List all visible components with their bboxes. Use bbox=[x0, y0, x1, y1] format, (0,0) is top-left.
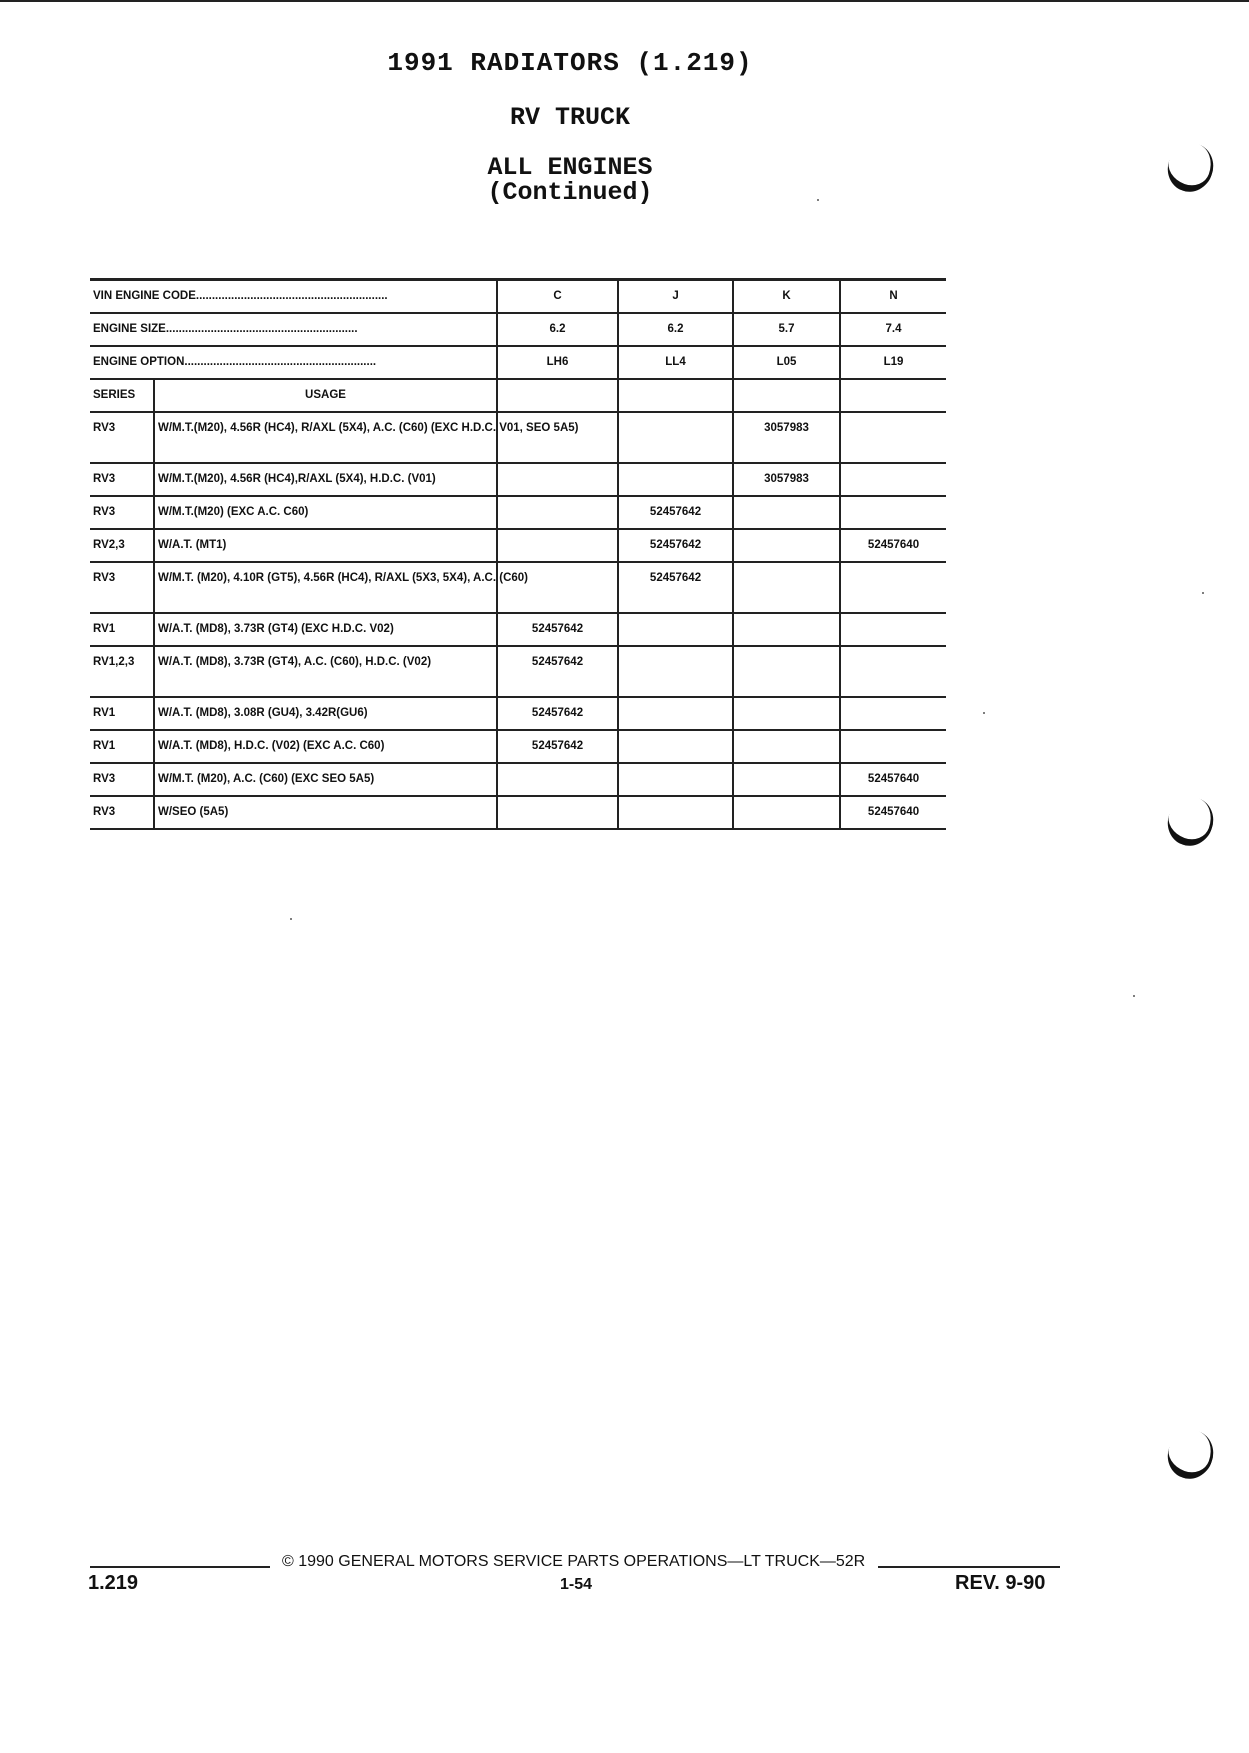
part-number-cell-c: 52457642 bbox=[497, 697, 618, 730]
part-number-cell-j bbox=[618, 697, 733, 730]
part-number-cell-k bbox=[733, 796, 840, 829]
leader-dots: ............................................................ bbox=[184, 356, 377, 368]
usage-cell: W/M.T. (M20), A.C. (C60) (EXC SEO 5A5) bbox=[154, 763, 497, 796]
engine-header-value: C bbox=[497, 280, 618, 314]
part-number-cell-c bbox=[497, 529, 618, 562]
usage-cell: W/M.T.(M20), 4.56R (HC4),R/AXL (5X4), H.D.C. (V01) bbox=[154, 463, 497, 496]
part-number-cell-j: 52457642 bbox=[618, 496, 733, 529]
table-row bbox=[90, 646, 946, 697]
part-number-cell-j bbox=[618, 463, 733, 496]
usage-cell: W/A.T. (MD8), 3.08R (GU4), 3.42R(GU6) bbox=[154, 697, 497, 730]
binder-hole-mark-middle bbox=[1161, 791, 1220, 852]
footer-rule-right bbox=[878, 1566, 1060, 1568]
page-title: 1991 RADIATORS (1.219) bbox=[387, 48, 753, 78]
table-row bbox=[90, 697, 946, 730]
part-number-cell-j bbox=[618, 796, 733, 829]
section-number: 1.219 bbox=[88, 1572, 139, 1594]
series-cell: RV1,2,3 bbox=[90, 646, 154, 697]
engine-header-value: LH6 bbox=[497, 346, 618, 379]
part-number-cell-n bbox=[840, 562, 946, 613]
usage-cell: W/M.T.(M20), 4.56R (HC4), R/AXL (5X4), A.C. (C60) (EXC H.D.C. V01, SEO 5A5) bbox=[154, 412, 497, 463]
part-number-cell-j: 52457642 bbox=[618, 562, 733, 613]
part-number-cell-j bbox=[618, 412, 733, 463]
part-number-cell-k bbox=[733, 496, 840, 529]
part-number-cell-c bbox=[497, 796, 618, 829]
engine-header-value: 5.7 bbox=[733, 313, 840, 346]
binder-hole-mark-top bbox=[1161, 137, 1220, 198]
part-number-cell-k bbox=[733, 562, 840, 613]
part-number-cell-j bbox=[618, 646, 733, 697]
engine-header-label-text: ENGINE SIZE bbox=[93, 323, 166, 335]
empty-cell bbox=[618, 379, 733, 412]
page-subtitle: RV TRUCK bbox=[509, 103, 631, 132]
engine-header-row bbox=[90, 280, 946, 314]
part-number-cell-j bbox=[618, 763, 733, 796]
engine-header-value: J bbox=[618, 280, 733, 314]
part-number-cell-c bbox=[497, 562, 618, 613]
part-number-cell-k bbox=[733, 730, 840, 763]
part-number-cell-c: 52457642 bbox=[497, 646, 618, 697]
continued-note: (Continued) bbox=[487, 178, 653, 207]
engine-header-value: N bbox=[840, 280, 946, 314]
usage-column-header: USAGE bbox=[154, 379, 497, 412]
usage-cell: W/M.T. (M20), 4.10R (GT5), 4.56R (HC4), R/AXL (5X3, 5X4), A.C. (C60) bbox=[154, 562, 497, 613]
part-number-cell-c bbox=[497, 763, 618, 796]
part-number-cell-n bbox=[840, 613, 946, 646]
part-number-cell-c: 52457642 bbox=[497, 730, 618, 763]
part-number-cell-j bbox=[618, 730, 733, 763]
usage-cell: W/A.T. (MD8), 3.73R (GT4) (EXC H.D.C. V02) bbox=[154, 613, 497, 646]
engine-header-value: 6.2 bbox=[497, 313, 618, 346]
copyright-line: © 1990 GENERAL MOTORS SERVICE PARTS OPERATIONS—LT TRUCK—52R bbox=[282, 1553, 866, 1570]
series-column-header: SERIES bbox=[90, 379, 154, 412]
engine-header-value: L05 bbox=[733, 346, 840, 379]
binder-hole-mark-bottom bbox=[1161, 1424, 1220, 1485]
series-cell: RV3 bbox=[90, 412, 154, 463]
page-number: 1-54 bbox=[560, 1576, 593, 1593]
revision-label: REV. 9-90 bbox=[955, 1572, 1046, 1594]
part-number-cell-n: 52457640 bbox=[840, 796, 946, 829]
scan-speck bbox=[1202, 592, 1204, 594]
usage-cell: W/A.T. (MT1) bbox=[154, 529, 497, 562]
part-number-cell-k bbox=[733, 763, 840, 796]
engine-header-label-text: VIN ENGINE CODE bbox=[93, 290, 196, 302]
engine-header-label bbox=[90, 346, 497, 379]
top-edge-rule bbox=[0, 0, 1249, 2]
series-cell: RV3 bbox=[90, 463, 154, 496]
table-row bbox=[90, 796, 946, 829]
table-row bbox=[90, 496, 946, 529]
part-number-cell-c bbox=[497, 496, 618, 529]
part-number-cell-n bbox=[840, 697, 946, 730]
series-cell: RV3 bbox=[90, 763, 154, 796]
part-number-cell-n bbox=[840, 412, 946, 463]
column-header-row bbox=[90, 379, 946, 412]
empty-cell bbox=[733, 379, 840, 412]
part-number-cell-j: 52457642 bbox=[618, 529, 733, 562]
section-heading: ALL ENGINES bbox=[487, 153, 653, 182]
engine-header-row bbox=[90, 313, 946, 346]
leader-dots: ............................................................ bbox=[165, 323, 358, 335]
part-number-cell-n bbox=[840, 463, 946, 496]
scan-speck bbox=[983, 712, 985, 714]
part-number-cell-k: 3057983 bbox=[733, 463, 840, 496]
series-cell: RV2,3 bbox=[90, 529, 154, 562]
engine-header-value: 7.4 bbox=[840, 313, 946, 346]
table-row bbox=[90, 562, 946, 613]
engine-header-value: 6.2 bbox=[618, 313, 733, 346]
part-number-cell-n bbox=[840, 730, 946, 763]
engine-header-label bbox=[90, 280, 497, 314]
part-number-cell-k bbox=[733, 646, 840, 697]
empty-cell bbox=[840, 379, 946, 412]
part-number-cell-k bbox=[733, 529, 840, 562]
table-row bbox=[90, 463, 946, 496]
usage-cell: W/SEO (5A5) bbox=[154, 796, 497, 829]
usage-cell: W/A.T. (MD8), H.D.C. (V02) (EXC A.C. C60) bbox=[154, 730, 497, 763]
engine-header-value: K bbox=[733, 280, 840, 314]
usage-cell: W/M.T.(M20) (EXC A.C. C60) bbox=[154, 496, 497, 529]
usage-cell: W/A.T. (MD8), 3.73R (GT4), A.C. (C60), H.D.C. (V02) bbox=[154, 646, 497, 697]
radiator-parts-table bbox=[90, 278, 946, 830]
table-row bbox=[90, 763, 946, 796]
footer-rule-left bbox=[90, 1566, 270, 1568]
part-number-cell-k: 3057983 bbox=[733, 412, 840, 463]
engine-header-row bbox=[90, 346, 946, 379]
part-number-cell-n bbox=[840, 646, 946, 697]
table-row bbox=[90, 412, 946, 463]
series-cell: RV3 bbox=[90, 796, 154, 829]
part-number-cell-n: 52457640 bbox=[840, 529, 946, 562]
engine-header-label-text: ENGINE OPTION bbox=[93, 356, 185, 368]
series-cell: RV3 bbox=[90, 562, 154, 613]
scan-speck bbox=[817, 199, 819, 201]
engine-header-value: L19 bbox=[840, 346, 946, 379]
empty-cell bbox=[497, 379, 618, 412]
table-row bbox=[90, 529, 946, 562]
part-number-cell-c bbox=[497, 463, 618, 496]
series-cell: RV3 bbox=[90, 496, 154, 529]
table-row bbox=[90, 730, 946, 763]
part-number-cell-k bbox=[733, 697, 840, 730]
series-cell: RV1 bbox=[90, 613, 154, 646]
engine-header-value: LL4 bbox=[618, 346, 733, 379]
part-number-cell-j bbox=[618, 613, 733, 646]
part-number-cell-c: 52457642 bbox=[497, 613, 618, 646]
leader-dots: ............................................................ bbox=[195, 290, 388, 302]
scan-speck bbox=[1133, 995, 1135, 997]
series-cell: RV1 bbox=[90, 730, 154, 763]
scan-speck bbox=[290, 918, 292, 920]
table-row bbox=[90, 613, 946, 646]
part-number-cell-c bbox=[497, 412, 618, 463]
engine-header-label bbox=[90, 313, 497, 346]
part-number-cell-n bbox=[840, 496, 946, 529]
part-number-cell-k bbox=[733, 613, 840, 646]
series-cell: RV1 bbox=[90, 697, 154, 730]
part-number-cell-n: 52457640 bbox=[840, 763, 946, 796]
